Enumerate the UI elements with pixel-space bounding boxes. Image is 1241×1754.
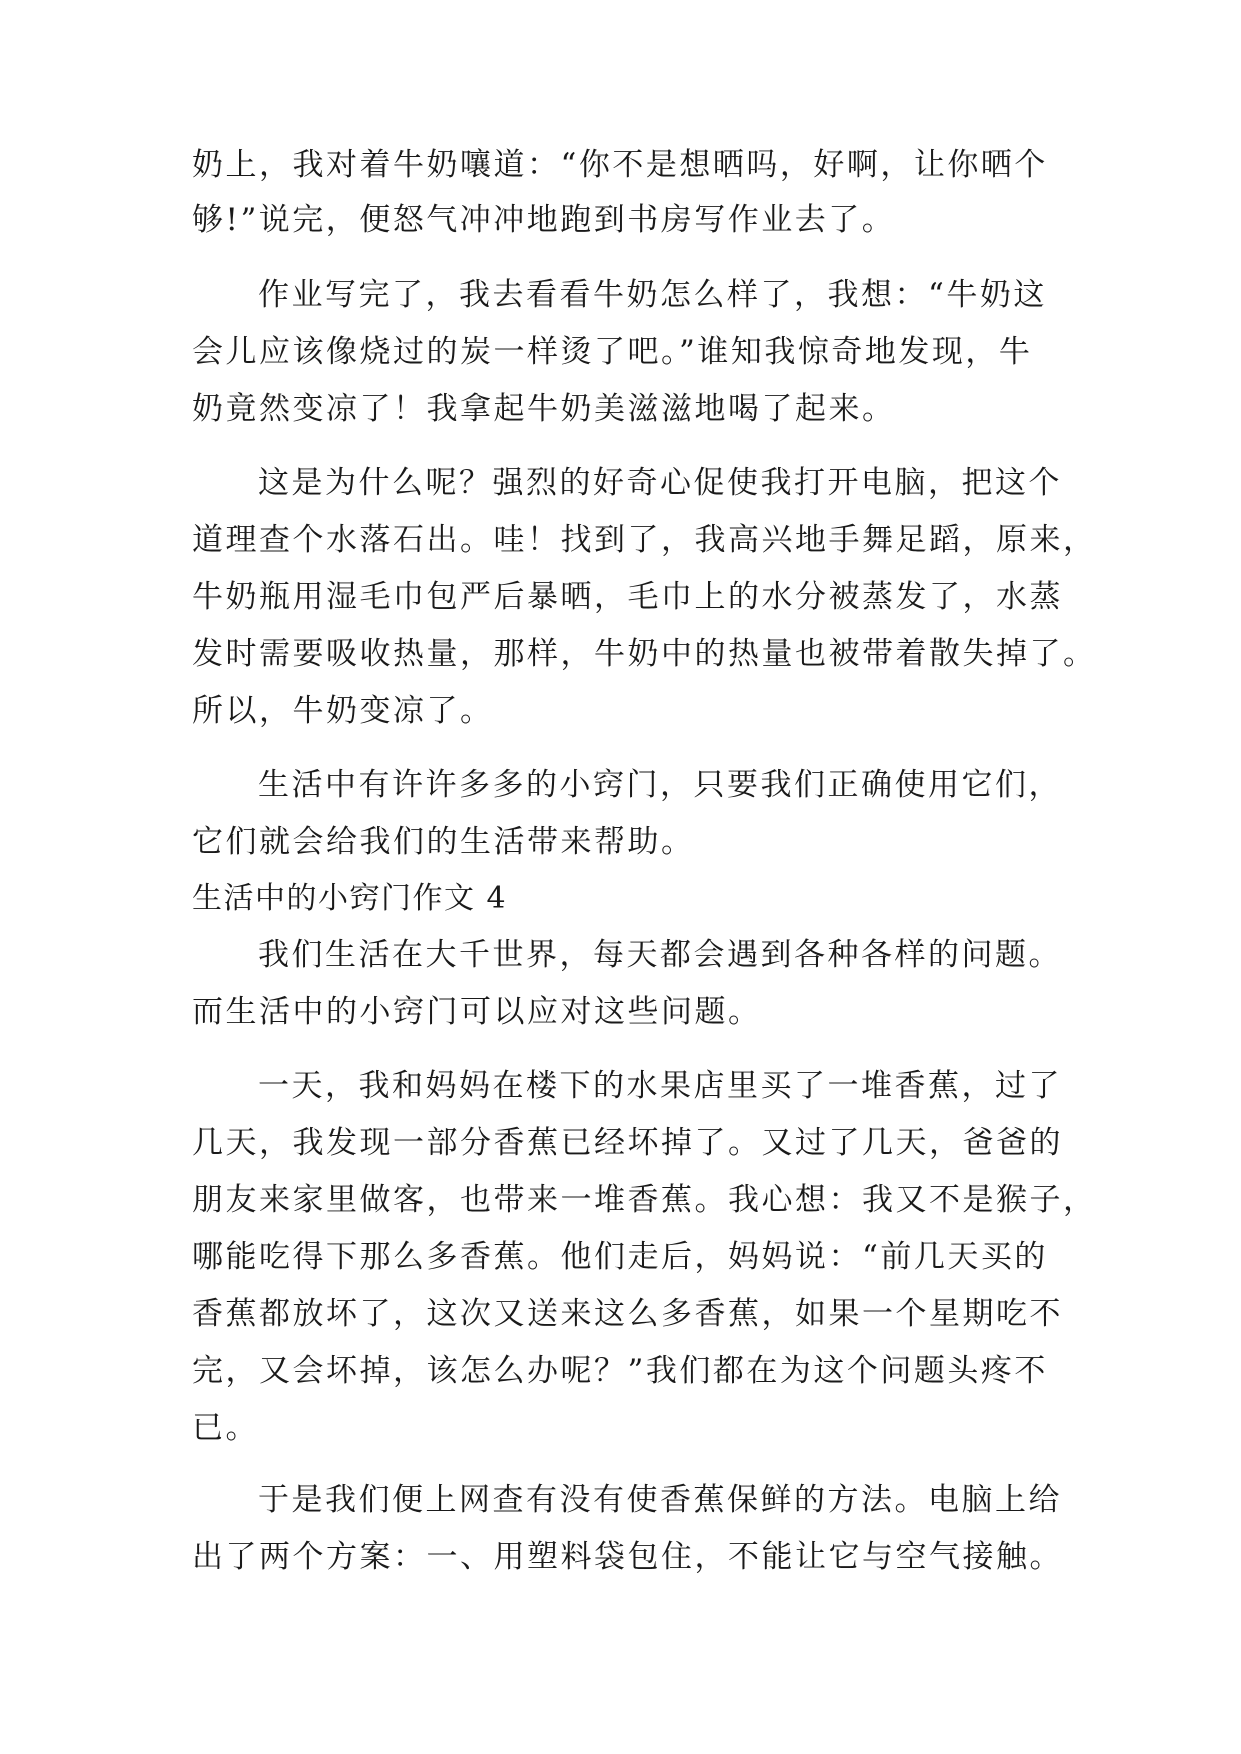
text-line: 牛奶瓶用湿毛巾包严后暴晒，毛巾上的水分被蒸发了，水蒸 xyxy=(192,579,1063,615)
text-line: 这是为什么呢？强烈的好奇心促使我打开电脑，把这个 xyxy=(258,465,1062,501)
text-line: 生活中有许许多多的小窍门，只要我们正确使用它们， xyxy=(258,767,1062,803)
text-line: 一天，我和妈妈在楼下的水果店里买了一堆香蕉，过了 xyxy=(258,1068,1062,1104)
text-line: 奶上，我对着牛奶嚷道：“你不是想晒吗，好啊，让你晒个 xyxy=(192,147,1048,183)
text-line: 会儿应该像烧过的炭一样烫了吧。”谁知我惊奇地发现，牛 xyxy=(192,334,1033,370)
text-line: 作业写完了，我去看看牛奶怎么样了，我想：“牛奶这 xyxy=(258,277,1047,313)
text-line: 奶竟然变凉了！我拿起牛奶美滋滋地喝了起来。 xyxy=(192,391,896,427)
text-line: 已。 xyxy=(192,1410,259,1446)
text-line: 它们就会给我们的生活带来帮助。 xyxy=(192,824,695,860)
text-line: 哪能吃得下那么多香蕉。他们走后，妈妈说：“前几天买的 xyxy=(192,1239,1048,1275)
text-line: 而生活中的小窍门可以应对这些问题。 xyxy=(192,994,762,1030)
text-line: 于是我们便上网查有没有使香蕉保鲜的方法。电脑上给 xyxy=(258,1482,1062,1518)
text-line: 我们生活在大千世界，每天都会遇到各种各样的问题。 xyxy=(258,937,1062,973)
text-line: 所以，牛奶变凉了。 xyxy=(192,693,494,729)
text-line: 道理查个水落石出。哇！找到了，我高兴地手舞足蹈，原来， xyxy=(192,522,1097,558)
section-heading: 生活中的小窍门作文 4 xyxy=(192,881,508,916)
text-line: 够!”说完，便怒气冲冲地跑到书房写作业去了。 xyxy=(192,202,896,238)
text-line: 香蕉都放坏了，这次又送来这么多香蕉，如果一个星期吃不 xyxy=(192,1296,1063,1332)
text-line: 完，又会坏掉，该怎么办呢？”我们都在为这个问题头疼不 xyxy=(192,1353,1048,1389)
text-line: 出了两个方案：一、用塑料袋包住，不能让它与空气接触。 xyxy=(192,1539,1063,1575)
text-line: 发时需要吸收热量，那样，牛奶中的热量也被带着散失掉了。 xyxy=(192,636,1097,672)
text-line: 朋友来家里做客，也带来一堆香蕉。我心想：我又不是猴子， xyxy=(192,1182,1097,1218)
text-line: 几天，我发现一部分香蕉已经坏掉了。又过了几天，爸爸的 xyxy=(192,1125,1063,1161)
